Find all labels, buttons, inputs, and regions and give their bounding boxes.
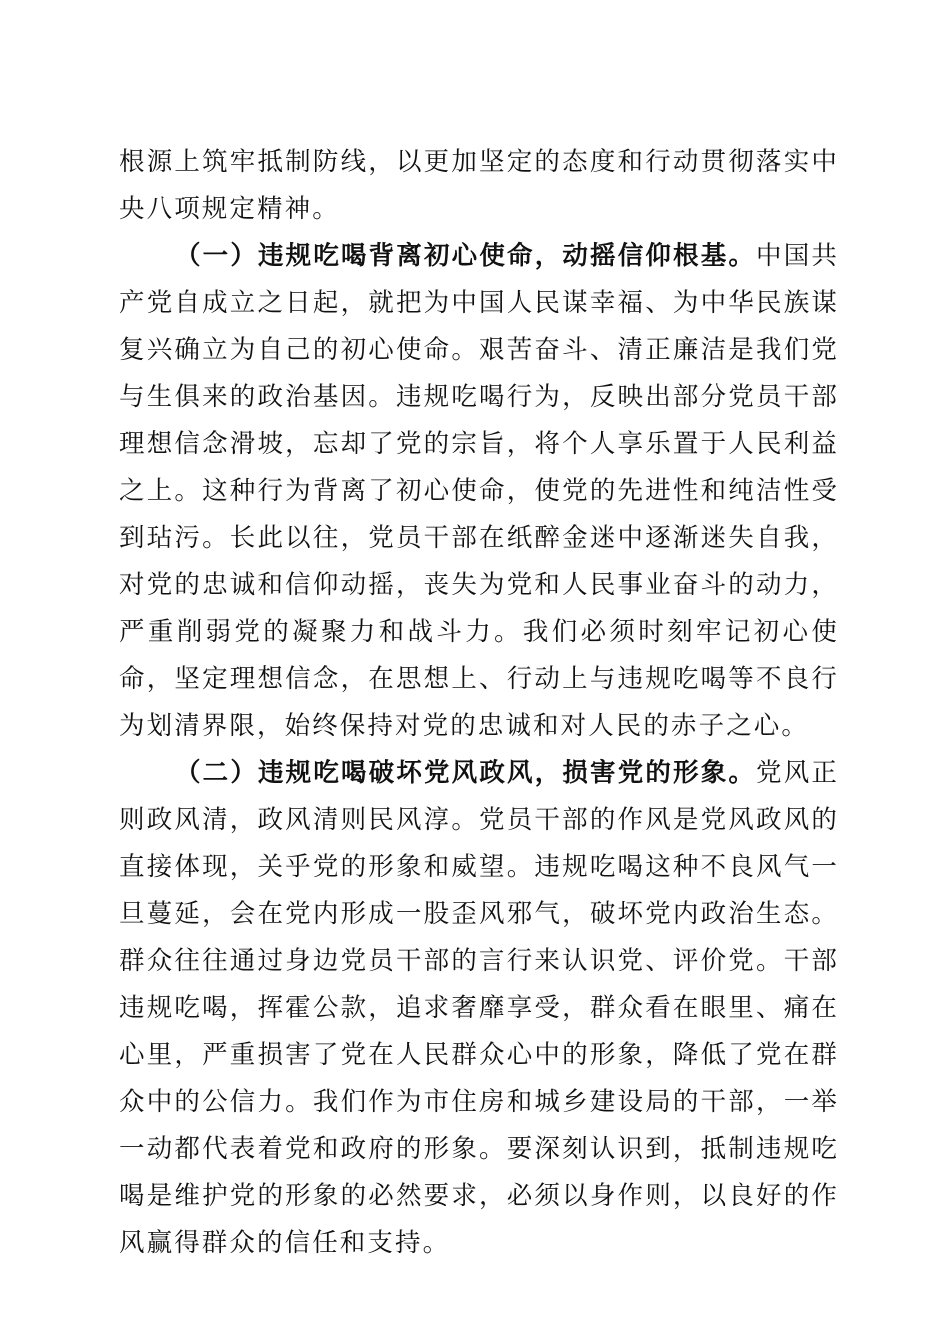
- document-body: [119, 139, 839, 1267]
- section-heading-two: （二）违规吃喝破坏党风政风，损害党的形象。: [175, 758, 757, 788]
- section-heading-one: （一）违规吃喝背离初心使命，动摇信仰根基。: [175, 241, 757, 271]
- paragraph-text: 根源上筑牢抵制防线，以更加坚定的态度和行动贯彻落实中央八项规定精神。: [119, 147, 839, 224]
- paragraph-continuation: [119, 139, 839, 233]
- paragraph-text: 党风正则政风清，政风清则民风淳。党员干部的作风是党风政风的直接体现，关乎党的形象和威望。违规吃喝这种不良风气一旦蔓延，会在党内形成一股歪风邪气，破坏党内政治生态。群众往往通过身边党员干部的言行来认识党、评价党。干部违规吃喝，挥霍公款，追求奢靡享受，群众看在眼里、痛在心里，严重损害了党在人民群众心中的形象，降低了党在群众中的公信力。我们作为市住房和城乡建设局的干部，一举一动都代表着党和政府的形象。要深刻认识到，抵制违规吃喝是维护党的形象的必然要求，必须以身作则，以良好的作风赢得群众的信任和支持。: [119, 758, 839, 1258]
- paragraph-text: 中国共产党自成立之日起，就把为中国人民谋幸福、为中华民族谋复兴确立为自己的初心使命。艰苦奋斗、清正廉洁是我们党与生俱来的政治基因。违规吃喝行为，反映出部分党员干部理想信念滑坡，忘却了党的宗旨，将个人享乐置于人民利益之上。这种行为背离了初心使命，使党的先进性和纯洁性受到玷污。长此以往，党员干部在纸醉金迷中逐渐迷失自我，对党的忠诚和信仰动摇，丧失为党和人民事业奋斗的动力，严重削弱党的凝聚力和战斗力。我们必须时刻牢记初心使命，坚定理想信念，在思想上、行动上与违规吃喝等不良行为划清界限，始终保持对党的忠诚和对人民的赤子之心。: [119, 241, 839, 741]
- paragraph-section-two: [119, 750, 839, 1267]
- paragraph-section-one: [119, 233, 839, 750]
